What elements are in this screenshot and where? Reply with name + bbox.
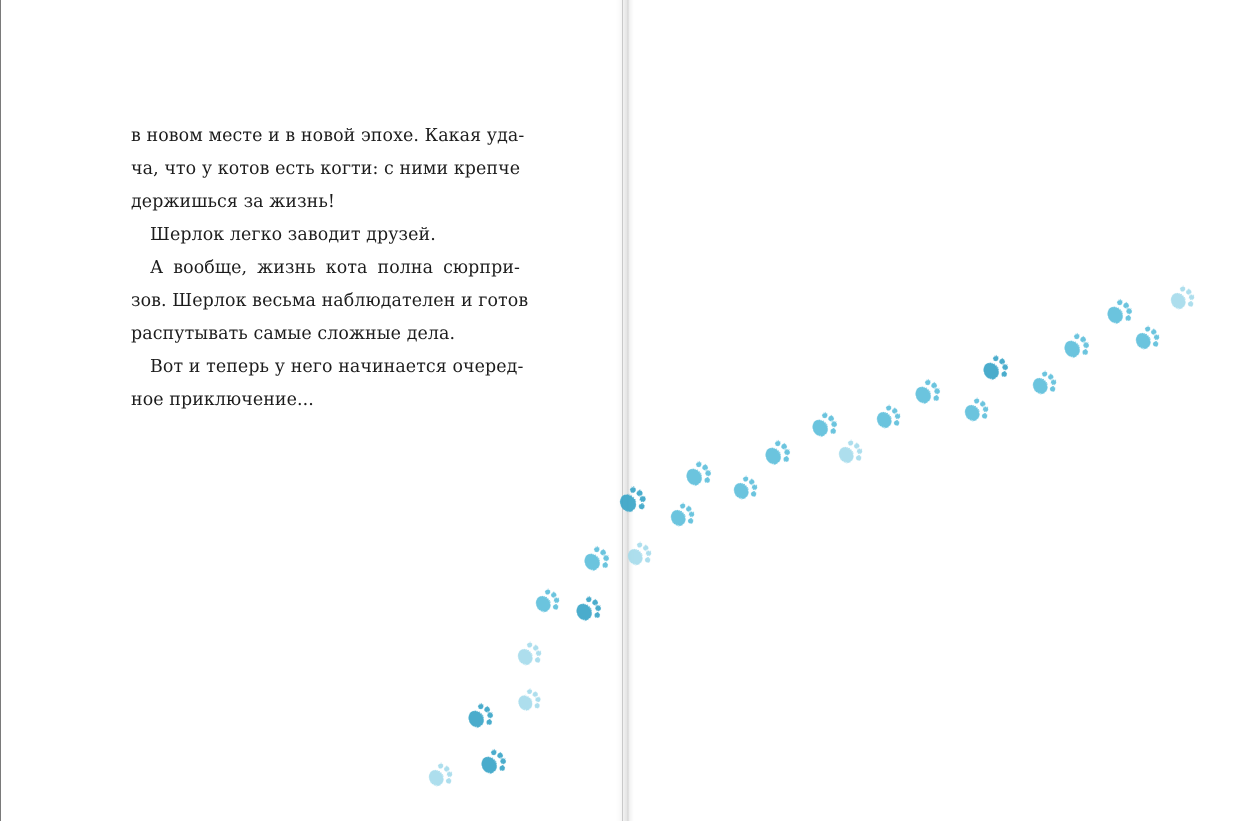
text-line: ча, что у котов есть когти: с ними крепче: [131, 159, 521, 179]
body-text: [131, 120, 529, 417]
text-line: ное приключение...: [131, 390, 314, 410]
text-line: в новом месте и в новой эпохе. Какая уда-: [131, 126, 525, 146]
paragraph-3: [131, 252, 529, 351]
paragraph-2: [131, 219, 520, 252]
text-line: А вообще, жизнь кота полна сюрпри-: [150, 258, 520, 278]
text-line: Шерлок легко заводит друзей.: [150, 225, 436, 245]
paragraph-1: [131, 120, 525, 219]
book-gutter-line: [622, 0, 623, 821]
text-line: держишься за жизнь!: [131, 192, 335, 212]
text-line: зов. Шерлок весьма наблюдателен и готов: [131, 291, 529, 311]
text-line: распутывать самые сложные дела.: [131, 324, 456, 344]
paragraph-4: [131, 351, 524, 417]
text-line: Вот и теперь у него начинается очеред-: [150, 357, 524, 377]
right-page: [624, 0, 1247, 821]
